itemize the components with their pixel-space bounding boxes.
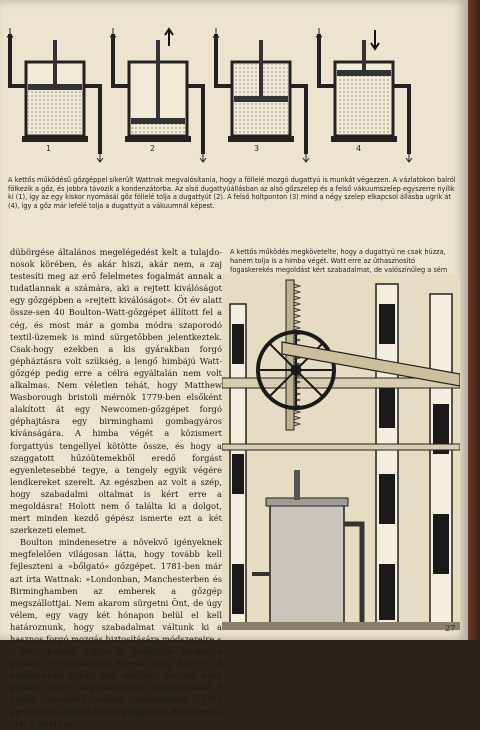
steam-engine-illustration [222, 274, 460, 630]
stage-label-3: 3 [254, 144, 260, 153]
page-number: 27 [445, 624, 456, 633]
frame-pillar-right [430, 294, 452, 624]
top-figure-caption: A kettős működésű gőzgéppel sikerült Wattnak megvalósítania, hogy a föllelé mozgó dugattyú is munkát végezzen. A vázlatokon balról fölkezik a gőz, és jobbra távozik a kondenzátorba. Az alsó dugattyúállásban az alsó gőzszelep és a felső vákuumszelep egyszerre nyílik ki (1), így az egy kiskor nyomásáí gőz föllelé tolja a dugattyút (2). A felső holtponton (3) mind a négy szelep elkapcsol állásba ugrik át (4), így a gőz már lefelé tolja a dugattyút a vákuumnál képest. [8, 176, 456, 210]
engine-figure-caption: A kettős működés megkövetelte, hogy a dugattyú ne csak húzza, hanem tolja is a himba végét. Watt erre az úthasznosító fogaskerekés megoldást kért szabadalmat, de valószínűleg a sém [230, 248, 448, 274]
book-spine [468, 0, 480, 640]
cylinder-stage-4 [316, 28, 412, 162]
steam-cylinder [270, 504, 344, 624]
main-text-column [10, 246, 222, 730]
cylinder-stage-2 [110, 28, 206, 162]
stage-label-1: 1 [46, 144, 52, 153]
cylinder-stage-1 [7, 28, 103, 162]
cylinder-stage-3 [213, 28, 309, 162]
paragraph-3: Watt persze rögtön a forgattyús tengelyre gondolt. De döbbenten értesült róla, hogy ez a lendkerékkel együtt már »foglalt«, és csak nagy pénzért lehet megvásárolni a tulajdonosától a királyi pecséttel védett szabadalmat. 1781 áprilisában erélyen beszúrgaggal írta Boultonnak: »Ha a király az [10, 646, 222, 729]
stage-label-2: 2 [150, 144, 156, 153]
paragraph-1: dübörgése általános megelégedést kelt a tulajdo-nosok körében, és akár hiszi, akár nem, a zaj testesíti meg az erő felelmetes fogalmát annak a tudatlannak a számára, aki a rejtett kiválóságot egy gőzgépben a »rejtett kiválóságot«. Öt év alatt össze-sen 40 Boulton–Watt-gőzgépet állított fel a cég, és most már a gomba módra szaporodó textil-üzemek is mind sürgetőbben jelentkeztek. Csak-hogy ezekben a kis gyárakban forgó gépháztásra volt szükség, a lengő himbájú Watt-gőzgép pedig erre a célra egyáltalán nem volt alkalmas. Nem véletlen tehát, hogy Matthew Wasborough bristoli mérnök 1779-ben elsőként alakított át egy Newcomen-gőzgépet forgó géphajtásra egy birminghami gombagyáros kívánságára. A himba végét a közismert forgattyús tengellyel kötötte össze, és hogy a szaggatott hűzóütemekből eredő forgást egyenletesebbé tegye, a tengely egyik végére lendkereket szerelt. Az egészben az volt a szép, hogy szabadalmi oltalmat is kért erre a megoldásra! Holott nem ő találta ki a dolgot, mert minden kezdő gépész ismerte ezt a két szerkezeti elemet. [10, 247, 222, 536]
paragraph-2: Boulton mindenesetre a növekvő igényeknek megfelelően világosan látta, hogy tovább kell fejleszteni a »bőlgató« gőzgépet. 1781-ben már azt írta Wattnak: »Londonban, Manchesterben és Birminghamben az emberek a gőzgép megszállottjai. Nem akarom sürgetni Önt, de úgy vélem, egy vagy két hónapon belül el kell határoznunk, hogy szabadalmat váltunk ki a hasznos forgó mozgás biztosítására módszereire.« [10, 537, 222, 644]
flywheel [258, 332, 334, 408]
stage-label-4: 4 [356, 144, 362, 153]
